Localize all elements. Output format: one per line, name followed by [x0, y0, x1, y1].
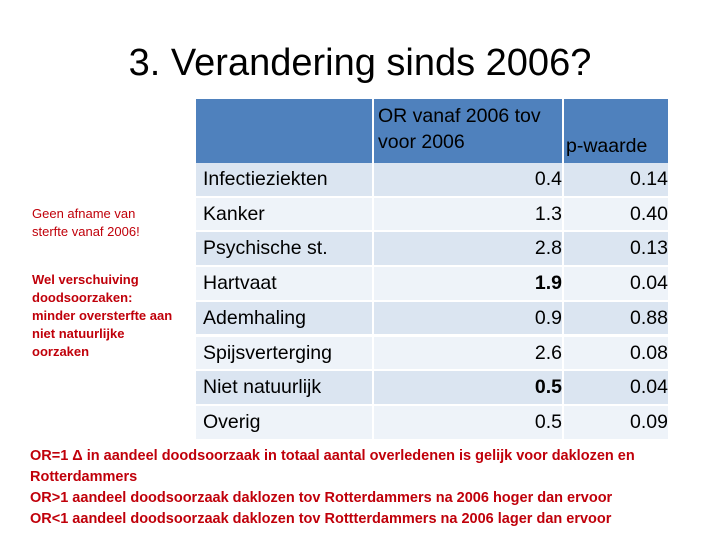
- table-cell-name: Kanker: [196, 198, 372, 231]
- table-cell-p: 0.14: [564, 163, 668, 196]
- header-or-line1: OR vanaf 2006 tov: [378, 105, 541, 127]
- note-or-equal: OR=1 Δ in aandeel doodsoorzaak in totaal aantal overledenen is gelijk voor daklozen en Rotterdammers: [30, 448, 635, 485]
- table-cell-or: 2.6: [374, 337, 562, 370]
- table-cell-p: 0.13: [564, 232, 668, 265]
- header-or-line2: voor 2006: [378, 131, 465, 153]
- table-cell-name: Infectieziekten: [196, 163, 372, 196]
- header-cell-blank: [196, 99, 372, 163]
- table-cell-name: Hartvaat: [196, 267, 372, 300]
- table-cell-or: 0.5: [374, 371, 562, 404]
- table-cell-p: 0.09: [564, 406, 668, 439]
- table-cell-or: 0.4: [374, 163, 562, 196]
- header-p-value: p-waarde: [566, 135, 648, 157]
- table-cell-p: 0.04: [564, 267, 668, 300]
- table-cell-or: 0.9: [374, 302, 562, 335]
- table-cell-name: Psychische st.: [196, 232, 372, 265]
- table-cell-or: 1.9: [374, 267, 562, 300]
- table-cell-p: 0.04: [564, 371, 668, 404]
- table-cell-or: 1.3: [374, 198, 562, 231]
- legend-notes: [30, 446, 700, 530]
- note-or-greater: OR>1 aandeel doodsoorzaak daklozen tov Rotterdammers na 2006 hoger dan ervoor: [30, 490, 613, 506]
- side-note-no-decrease: Geen afname van sterfte vanaf 2006!: [32, 206, 140, 239]
- table-cell-or: 2.8: [374, 232, 562, 265]
- slide-title: 3. Verandering sinds 2006?: [128, 42, 592, 84]
- table-cell-or: 0.5: [374, 406, 562, 439]
- table-cell-p: 0.08: [564, 337, 668, 370]
- table-cell-name: Spijsverterging: [196, 337, 372, 370]
- note-or-less: OR<1 aandeel doodsoorzaak daklozen tov Rottterdammers na 2006 lager dan ervoor: [30, 511, 612, 527]
- table-cell-name: Overig: [196, 406, 372, 439]
- side-note-shift: Wel verschuiving doodsoorzaken: minder oversterfte aan niet natuurlijke oorzaken: [32, 272, 173, 359]
- table-cell-p: 0.88: [564, 302, 668, 335]
- table-cell-name: Ademhaling: [196, 302, 372, 335]
- table-cell-name: Niet natuurlijk: [196, 371, 372, 404]
- table-cell-p: 0.40: [564, 198, 668, 231]
